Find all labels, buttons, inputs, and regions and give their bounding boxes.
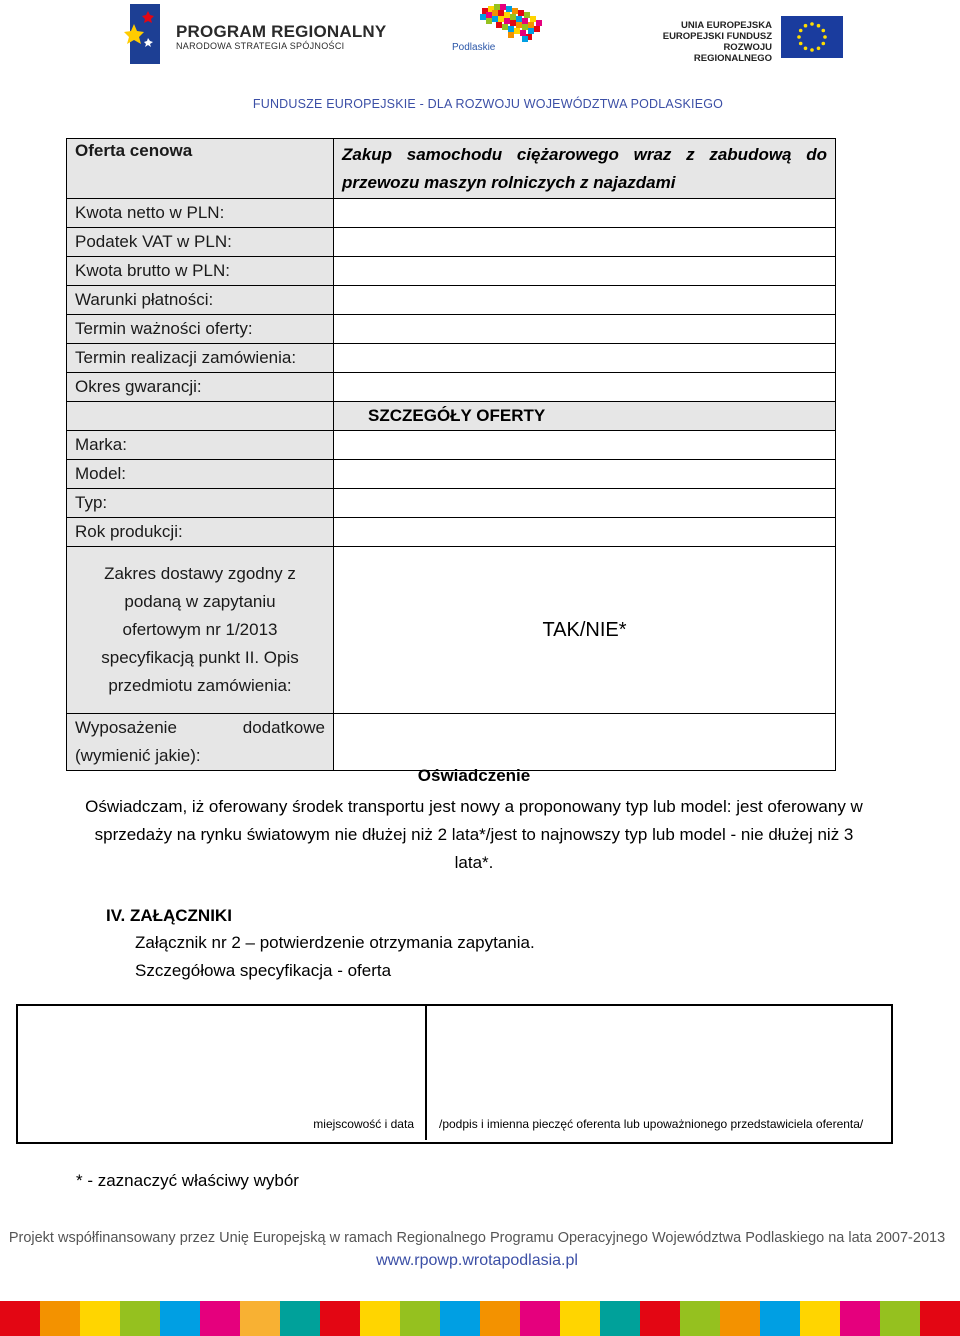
equipment-word-1: Wyposażenie — [75, 718, 177, 737]
delivery-date-field[interactable] — [334, 344, 836, 373]
row-label-gross-amount: Kwota brutto w PLN: — [67, 257, 334, 286]
model-field[interactable] — [334, 460, 836, 489]
row-label-equipment — [67, 714, 334, 771]
net-amount-field[interactable] — [334, 199, 836, 228]
podlaskie-logo-text: Podlaskie — [452, 42, 496, 53]
details-heading-left — [67, 402, 334, 431]
footer-url-link[interactable]: www.rpowp.wrotapodlasia.pl — [376, 1252, 578, 1269]
statement-text: Oświadczam, iż oferowany środek transportu jest nowy a proponowany typ lub model: jest oferowany w sprzedaży na rynku światowym nie dłużej niż 2 lata*/jest to najnowszy typ lub model - nie dłużej niż 3 lata*. — [85, 797, 863, 872]
color-bar-segment — [920, 1301, 960, 1336]
gross-amount-field[interactable] — [334, 257, 836, 286]
color-bar-segment — [0, 1301, 40, 1336]
equipment-field[interactable] — [334, 714, 836, 771]
vat-field[interactable] — [334, 228, 836, 257]
details-heading: SZCZEGÓŁY OFERTY — [334, 402, 836, 431]
footer-color-bar — [0, 1301, 960, 1336]
payment-terms-field[interactable] — [334, 286, 836, 315]
row-label-model: Model: — [67, 460, 334, 489]
color-bar-segment — [520, 1301, 560, 1336]
color-bar-segment — [560, 1301, 600, 1336]
statement-title: Oświadczenie — [417, 766, 531, 785]
color-bar-segment — [360, 1301, 400, 1336]
funds-tagline: FUNDUSZE EUROPEJSKIE - DLA ROZWOJU WOJEWÓDZTWA PODLASKIEGO — [252, 97, 724, 111]
signature-divider — [425, 1004, 427, 1140]
equipment-word-3: (wymienić jakie): — [75, 746, 201, 765]
row-label-scope: Zakres dostawy zgodny z podaną w zapytaniu ofertowym nr 1/2013 specyfikacją punkt II. Opis przedmiotu zamówienia: — [67, 547, 334, 714]
attachment-item: Załącznik nr 2 – potwierdzenie otrzymania zapytania. — [135, 933, 535, 952]
row-label-production-year: Rok produkcji: — [67, 518, 334, 547]
color-bar-segment — [240, 1301, 280, 1336]
place-date-caption: miejscowość i data — [313, 1117, 414, 1131]
offer-table — [66, 138, 836, 771]
footnote: * - zaznaczyć właściwy wybór — [76, 1171, 299, 1190]
color-bar-segment — [440, 1301, 480, 1336]
color-bar-segment — [680, 1301, 720, 1336]
offer-header-label: Oferta cenowa — [67, 139, 334, 199]
attachment-item: Szczegółowa specyfikacja - oferta — [135, 961, 392, 980]
color-bar-segment — [400, 1301, 440, 1336]
offer-header-subject: Zakup samochodu ciężarowego wraz z zabudową do przewozu maszyn rolniczych z najazdami — [334, 139, 836, 199]
color-bar-segment — [80, 1301, 120, 1336]
color-bar-segment — [880, 1301, 920, 1336]
row-label-type: Typ: — [67, 489, 334, 518]
row-label-delivery-date: Termin realizacji zamówienia: — [67, 344, 334, 373]
eu-line-2: EUROPEJSKI FUNDUSZ — [662, 31, 772, 42]
project-cofinancing-line: Projekt współfinansowany przez Unię Europejską w ramach Regionalnego Programu Operacyjnego Województwa Podlaskiego na lata 2007-2013 — [8, 1230, 946, 1246]
equipment-word-2: dodatkowe — [242, 718, 325, 737]
row-label-payment-terms: Warunki płatności: — [67, 286, 334, 315]
production-year-field[interactable] — [334, 518, 836, 547]
color-bar-segment — [760, 1301, 800, 1336]
color-bar-segment — [800, 1301, 840, 1336]
eu-line-1: UNIA EUROPEJSKA — [681, 20, 772, 31]
attachments-heading: IV. ZAŁĄCZNIKI — [106, 906, 232, 925]
color-bar-segment — [640, 1301, 680, 1336]
color-bar-segment — [320, 1301, 360, 1336]
program-subtitle: NARODOWA STRATEGIA SPÓJNOŚCI — [176, 41, 345, 51]
scope-yes-no-field[interactable]: TAK/NIE* — [334, 547, 836, 714]
row-label-net-amount: Kwota netto w PLN: — [67, 199, 334, 228]
color-bar-segment — [600, 1301, 640, 1336]
program-regionalny-logo-icon — [122, 2, 162, 66]
color-bar-segment — [40, 1301, 80, 1336]
eu-fund-label — [660, 20, 772, 64]
color-bar-segment — [120, 1301, 160, 1336]
type-field[interactable] — [334, 489, 836, 518]
program-title: PROGRAM REGIONALNY — [176, 22, 387, 41]
brand-field[interactable] — [334, 431, 836, 460]
row-label-vat: Podatek VAT w PLN: — [67, 228, 334, 257]
color-bar-segment — [200, 1301, 240, 1336]
color-bar-segment — [720, 1301, 760, 1336]
signature-caption: /podpis i imienna pieczęć oferenta lub upoważnionego przedstawiciela oferenta/ — [439, 1117, 864, 1131]
color-bar-segment — [480, 1301, 520, 1336]
row-label-warranty: Okres gwarancji: — [67, 373, 334, 402]
color-bar-segment — [160, 1301, 200, 1336]
row-label-offer-validity: Termin ważności oferty: — [67, 315, 334, 344]
warranty-field[interactable] — [334, 373, 836, 402]
eu-flag-icon — [781, 16, 843, 58]
color-bar-segment — [840, 1301, 880, 1336]
row-label-brand: Marka: — [67, 431, 334, 460]
offer-validity-field[interactable] — [334, 315, 836, 344]
color-bar-segment — [280, 1301, 320, 1336]
eu-line-3: ROZWOJU REGIONALNEGO — [693, 42, 772, 64]
